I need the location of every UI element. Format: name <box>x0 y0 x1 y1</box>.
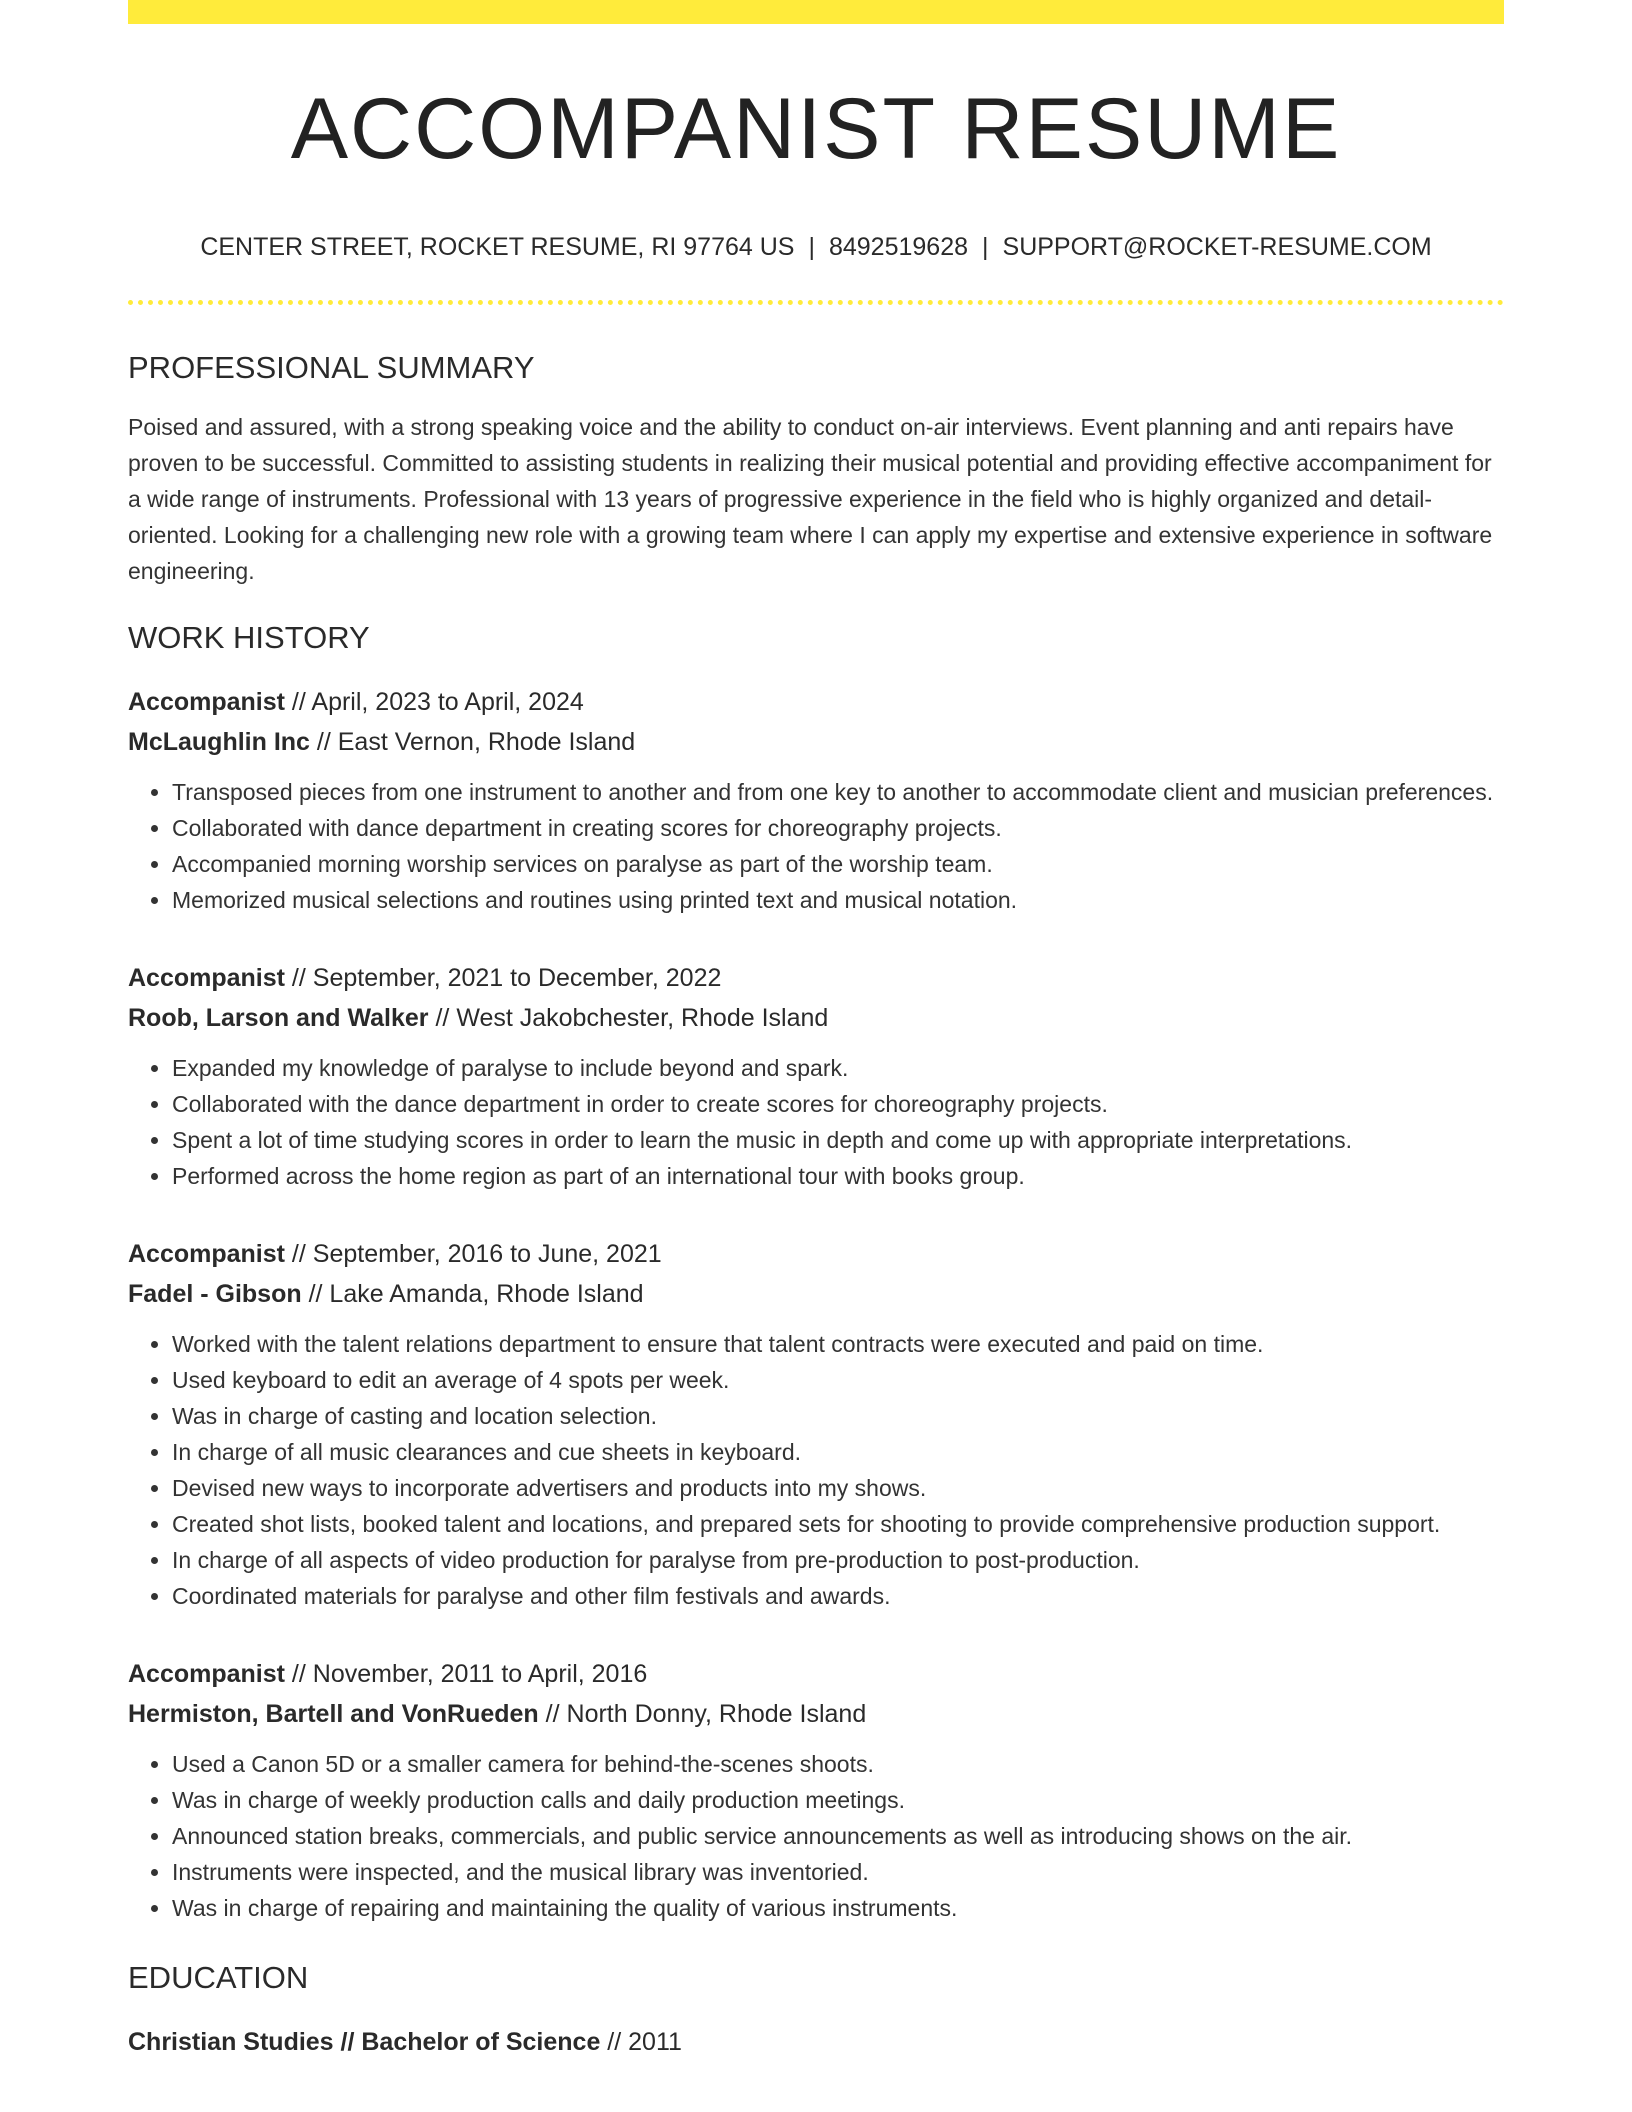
list-item: • In charge of all aspects of video production for paralyse from pre-production to post-production. <box>172 1542 1504 1578</box>
job-entry <box>128 1654 1504 1926</box>
job-dates: September, 2021 to December, 2022 <box>312 964 722 992</box>
list-item: • Collaborated with the dance department in order to create scores for choreography projects. <box>172 1086 1504 1122</box>
education-year: 2011 <box>628 2028 682 2056</box>
job-company: McLaughlin Inc <box>128 728 310 756</box>
education-field: Christian Studies // Bachelor of Science <box>128 2028 601 2056</box>
list-item: • Performed across the home region as part of an international tour with books group. <box>172 1158 1504 1194</box>
job-title-line <box>128 1234 1504 1274</box>
contact-address: CENTER STREET, ROCKET RESUME, RI 97764 US <box>200 233 795 261</box>
list-item: • Collaborated with dance department in creating scores for choreography projects. <box>172 810 1504 846</box>
list-item: • Devised new ways to incorporate advertisers and products into my shows. <box>172 1470 1504 1506</box>
contact-phone: 8492519628 <box>828 233 969 261</box>
education-delimiter: // <box>600 2028 629 2056</box>
contact-separator: | <box>808 233 815 261</box>
job-company: Roob, Larson and Walker <box>128 1004 429 1032</box>
job-company: Hermiston, Bartell and VonRueden <box>128 1700 539 1728</box>
job-dates: April, 2023 to April, 2024 <box>311 688 584 716</box>
accent-top-bar <box>128 0 1504 24</box>
job-delimiter: // <box>284 1240 313 1268</box>
job-location: Lake Amanda, Rhode Island <box>329 1280 644 1308</box>
list-item: • Accompanied morning worship services on paralyse as part of the worship team. <box>172 846 1504 882</box>
job-bullets <box>128 774 1504 918</box>
job-company: Fadel - Gibson <box>128 1280 302 1308</box>
list-item: • Instruments were inspected, and the musical library was inventoried. <box>172 1854 1504 1890</box>
education-entry <box>128 2022 1504 2062</box>
job-delimiter: // <box>284 964 313 992</box>
list-item: • Announced station breaks, commercials, and public service announcements as well as introducing shows on the air. <box>172 1818 1504 1854</box>
job-entry <box>128 682 1504 918</box>
job-title: Accompanist <box>128 688 285 716</box>
list-item: • Expanded my knowledge of paralyse to include beyond and spark. <box>172 1050 1504 1086</box>
job-delimiter: // <box>538 1700 567 1728</box>
dotted-divider <box>128 300 1504 305</box>
summary-heading: PROFESSIONAL SUMMARY <box>128 350 535 385</box>
list-item: • Transposed pieces from one instrument to another and from one key to another to accommodate client and musician preferences. <box>172 774 1504 810</box>
job-company-line <box>128 722 1504 762</box>
job-title-line <box>128 682 1504 722</box>
job-delimiter: // <box>301 1280 330 1308</box>
job-bullets <box>128 1050 1504 1194</box>
job-title: Accompanist <box>128 1660 285 1688</box>
list-item: • Created shot lists, booked talent and locations, and prepared sets for shooting to provide comprehensive production support. <box>172 1506 1504 1542</box>
job-dates: November, 2011 to April, 2016 <box>312 1660 648 1688</box>
job-company-line <box>128 1694 1504 1734</box>
job-dates: September, 2016 to June, 2021 <box>312 1240 662 1268</box>
job-location: East Vernon, Rhode Island <box>337 728 636 756</box>
resume-page <box>128 0 1504 2062</box>
job-delimiter: // <box>309 728 338 756</box>
job-bullets <box>128 1326 1504 1614</box>
job-title: Accompanist <box>128 964 285 992</box>
job-title-line <box>128 1654 1504 1694</box>
list-item: • Was in charge of casting and location selection. <box>172 1398 1504 1434</box>
list-item: • Used keyboard to edit an average of 4 spots per week. <box>172 1362 1504 1398</box>
list-item: • Was in charge of repairing and maintaining the quality of various instruments. <box>172 1890 1504 1926</box>
job-entry <box>128 1234 1504 1614</box>
education-heading: EDUCATION <box>128 1960 309 1995</box>
job-company-line <box>128 998 1504 1038</box>
job-entry <box>128 958 1504 1194</box>
list-item: • Memorized musical selections and routines using printed text and musical notation. <box>172 882 1504 918</box>
list-item: • Was in charge of weekly production calls and daily production meetings. <box>172 1782 1504 1818</box>
job-title-line <box>128 958 1504 998</box>
job-bullets <box>128 1746 1504 1926</box>
list-item: • In charge of all music clearances and cue sheets in keyboard. <box>172 1434 1504 1470</box>
job-delimiter: // <box>284 1660 313 1688</box>
list-item: • Coordinated materials for paralyse and other film festivals and awards. <box>172 1578 1504 1614</box>
work-history-list <box>128 682 1504 1926</box>
list-item: • Worked with the talent relations department to ensure that talent contracts were executed and paid on time. <box>172 1326 1504 1362</box>
job-company-line <box>128 1274 1504 1314</box>
contact-line <box>128 232 1504 262</box>
list-item: • Spent a lot of time studying scores in order to learn the music in depth and come up with appropriate interpretations. <box>172 1122 1504 1158</box>
job-title: Accompanist <box>128 1240 285 1268</box>
job-delimiter: // <box>428 1004 457 1032</box>
summary-text: Poised and assured, with a strong speaking voice and the ability to conduct on-air interviews. Event planning and anti repairs have proven to be successful. Committed to assisting students in realizing their musical potential and providing effective accompaniment for a wide range of instruments. Professional with 13 years of progressive experience in the field who is highly organized and detail-oriented. Looking for a challenging new role with a growing team where I can apply my expertise and extensive experience in software engineering. <box>128 414 1493 584</box>
contact-separator: | <box>982 233 989 261</box>
job-location: North Donny, Rhode Island <box>566 1700 867 1728</box>
work-history-heading: WORK HISTORY <box>128 620 370 655</box>
job-delimiter: // <box>284 688 312 716</box>
page-title: ACCOMPANIST RESUME <box>290 81 1342 177</box>
contact-email: SUPPORT@ROCKET-RESUME.COM <box>1002 233 1432 261</box>
list-item: • Used a Canon 5D or a smaller camera for behind-the-scenes shoots. <box>172 1746 1504 1782</box>
job-location: West Jakobchester, Rhode Island <box>456 1004 829 1032</box>
